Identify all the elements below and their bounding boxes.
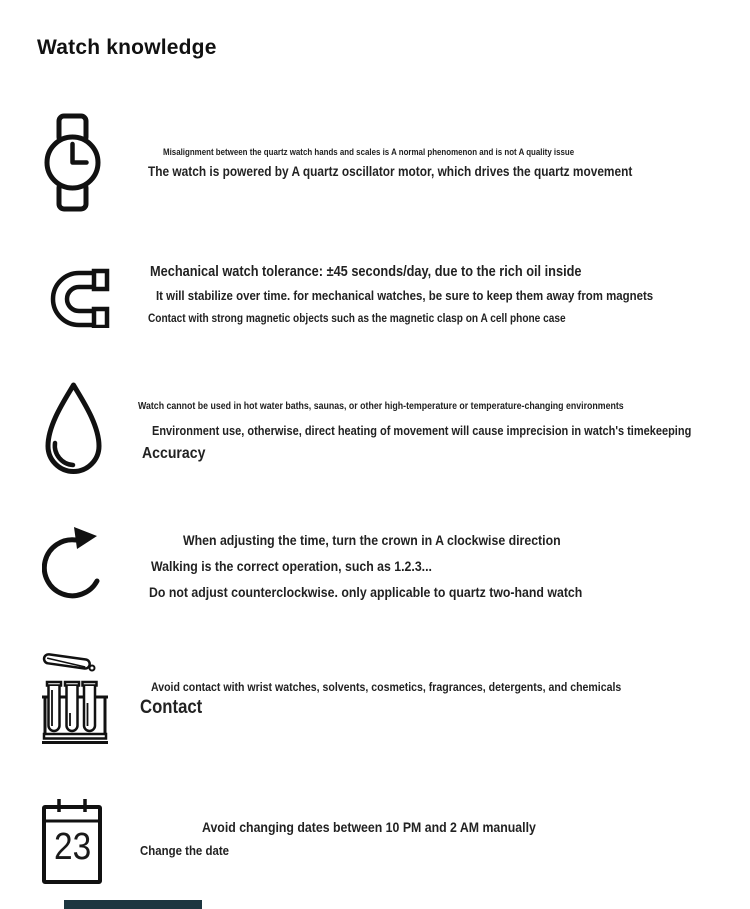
correct-operation-text: Walking is the correct operation, such as 1.2.3... [151,558,432,574]
change-date-label: Change the date [140,843,229,858]
page-title: Watch knowledge [37,36,217,59]
counterclockwise-warning-text: Do not adjust counterclockwise. only applicable to quartz two-hand watch [149,584,583,600]
quartz-misalignment-note: Misalignment between the quartz watch hands and scales is A normal phenomenon and is not A quality issue [163,147,575,157]
chemical-avoidance-text: Avoid contact with wrist watches, solvents, cosmetics, fragrances, detergents, and chemicals [151,680,622,694]
hot-water-warning-note: Watch cannot be used in hot water baths, saunas, or other high-temperature or temperature-changing environments [138,401,624,412]
accuracy-heading: Accuracy [142,445,206,462]
watch-icon [42,113,103,212]
bottom-banner-edge [64,900,202,909]
magnet-icon [50,268,110,328]
quartz-movement-text: The watch is powered by A quartz oscillator motor, which drives the quartz movement [148,164,633,179]
tolerance-text: Mechanical watch tolerance: ±45 seconds/day, due to the rich oil inside [150,264,582,280]
environment-use-text: Environment use, otherwise, direct heating of movement will cause imprecision in watch's timekeeping [152,424,692,438]
water-drop-icon [42,380,105,478]
clockwise-arrow-icon [42,525,102,603]
calendar-day-number: 23 [54,826,92,868]
clockwise-direction-text: When adjusting the time, turn the crown in A clockwise direction [183,532,561,548]
contact-heading: Contact [140,697,203,718]
magnet-warning-text: It will stabilize over time. for mechanical watches, be sure to keep them away from magnets [156,288,654,303]
magnet-contact-note: Contact with strong magnetic objects such as the magnetic clasp on A cell phone case [148,313,566,325]
date-change-warning-text: Avoid changing dates between 10 PM and 2 AM manually [202,819,536,835]
test-tubes-icon [42,651,108,745]
